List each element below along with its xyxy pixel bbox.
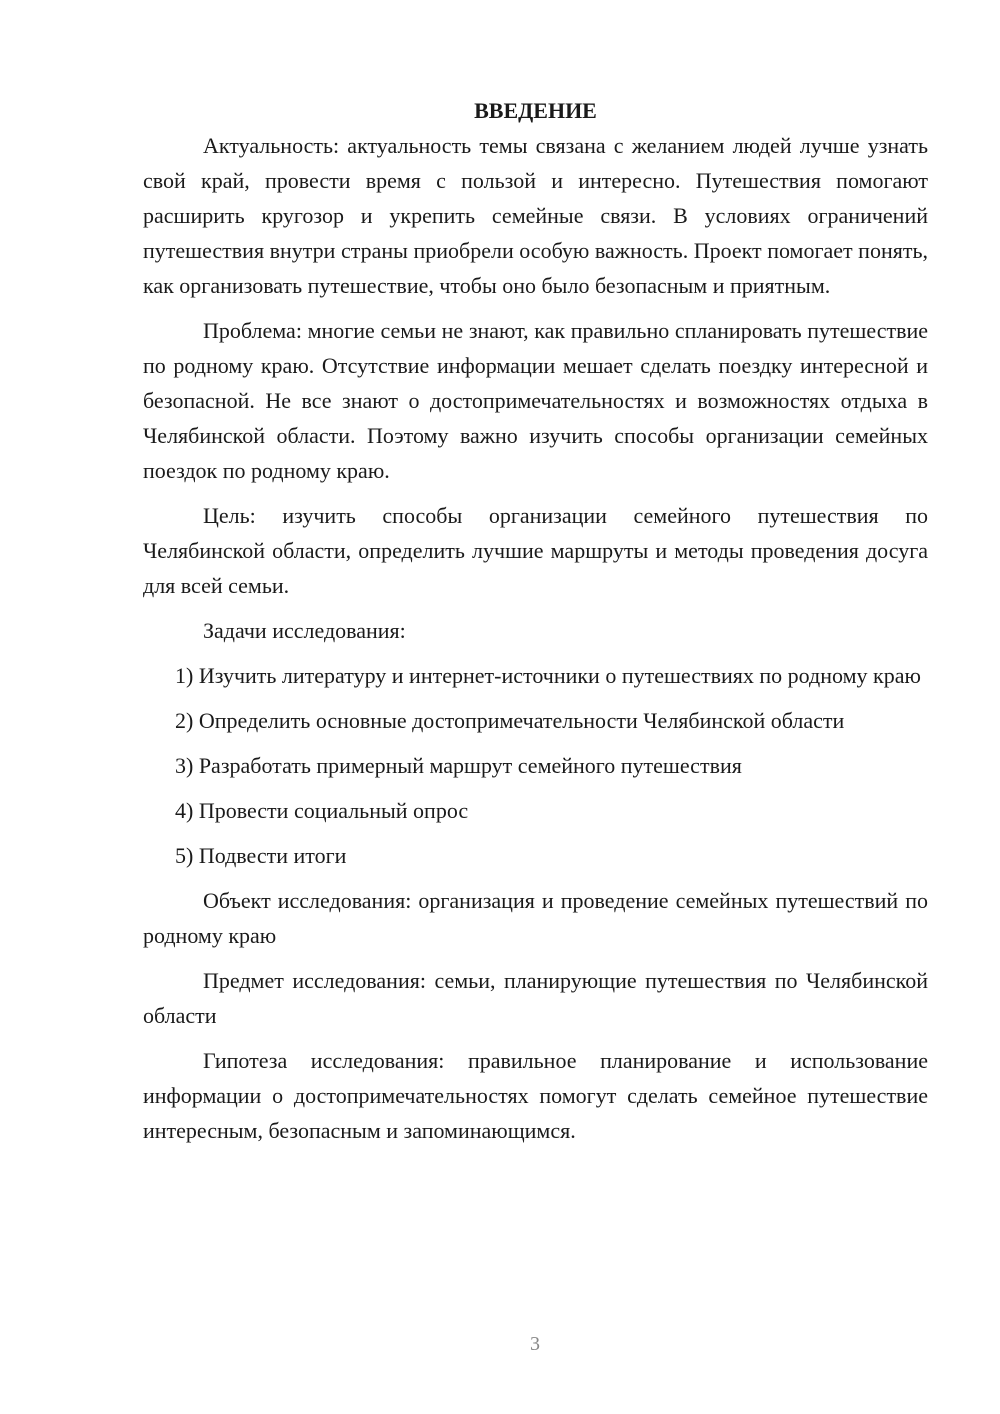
task-item: 5) Подвести итоги <box>175 843 347 868</box>
subject-paragraph: Предмет исследования: семьи, планирующие путешествия по Челябинской области <box>143 968 928 1028</box>
object-paragraph: Объект исследования: организация и проведение семейных путешествий по родному краю <box>143 888 928 948</box>
task-item: 1) Изучить литературу и интернет-источники о путешествиях по родному краю <box>175 663 921 688</box>
task-item: 3) Разработать примерный маршрут семейного путешествия <box>175 753 742 778</box>
problem-paragraph: Проблема: многие семьи не знают, как правильно спланировать путешествие по родному краю. Отсутствие информации мешает сделать поездку интересной и безопасной. Не все знают о достопримечательностях и возможностях отдыха в Челябинской области. Поэтому важно изучить способы организации семейных поездок по родному краю. <box>143 318 928 483</box>
section-heading: ВВЕДЕНИЕ <box>474 98 597 123</box>
page-number: 3 <box>530 1333 540 1355</box>
task-item: 4) Провести социальный опрос <box>175 798 469 823</box>
task-item: 2) Определить основные достопримечательности Челябинской области <box>175 708 845 733</box>
page-content <box>143 93 928 1158</box>
relevance-paragraph: Актуальность: актуальность темы связана с желанием людей лучше узнать свой край, провести время с пользой и интересно. Путешествия помогают расширить кругозор и укрепить семейные связи. В условиях ограничений путешествия внутри страны приобрели особую важность. Проект помогает понять, как организовать путешествие, чтобы оно было безопасным и приятным. <box>143 133 928 298</box>
goal-paragraph: Цель: изучить способы организации семейного путешествия по Челябинской области, определить лучшие маршруты и методы проведения досуга для всей семьи. <box>143 503 928 598</box>
tasks-list <box>143 658 928 873</box>
hypothesis-paragraph: Гипотеза исследования: правильное планирование и использование информации о достопримечательностях помогут сделать семейное путешествие интересным, безопасным и запоминающимся. <box>143 1048 928 1143</box>
tasks-heading: Задачи исследования: <box>203 618 406 643</box>
